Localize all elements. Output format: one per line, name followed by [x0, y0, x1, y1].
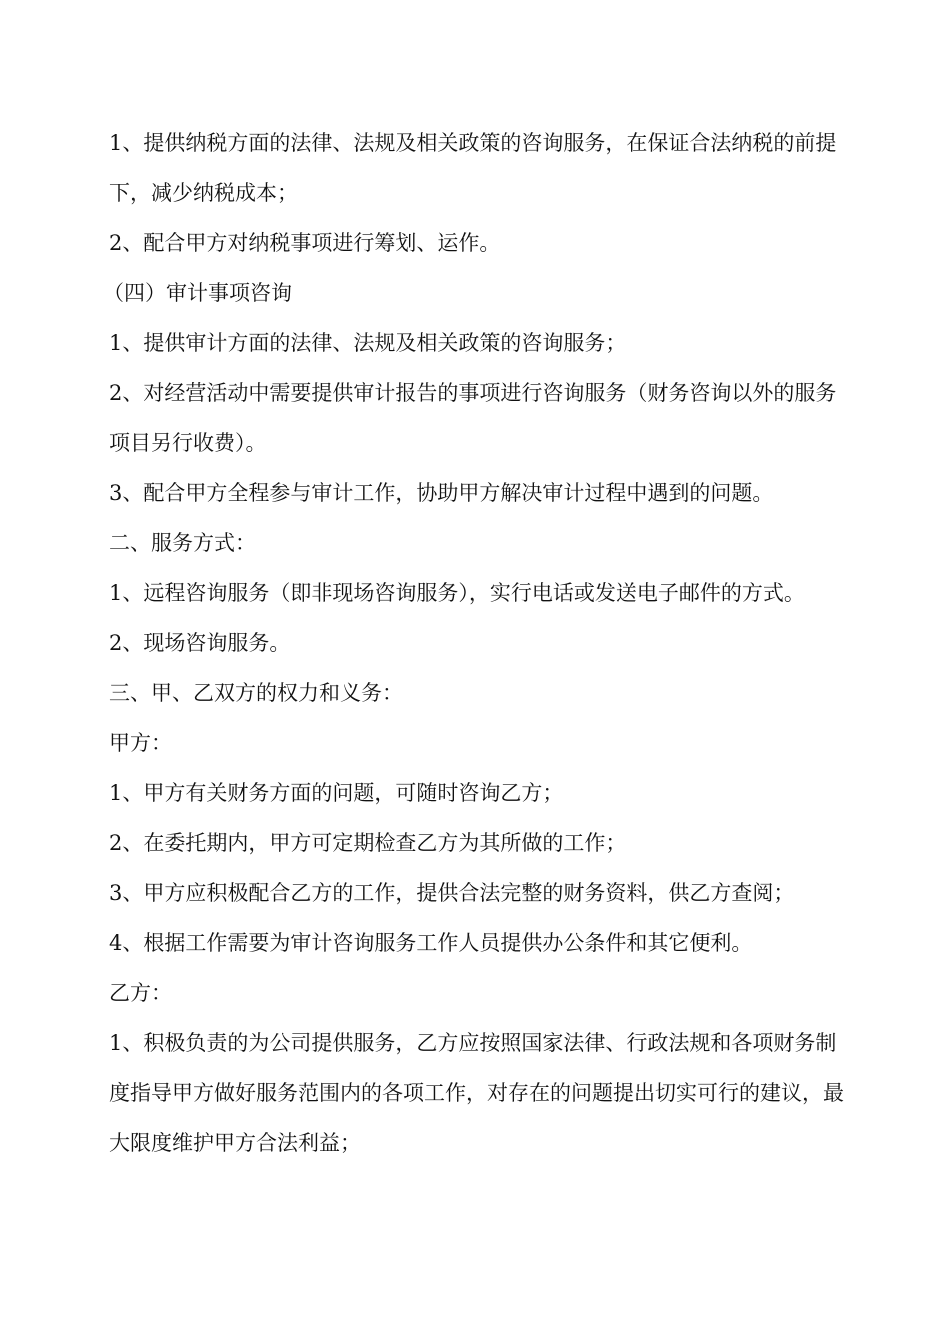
paragraph-audit-consulting-1: 1、提供审计方面的法律、法规及相关政策的咨询服务；: [109, 331, 627, 355]
section-heading-audit-consulting: （四）审计事项咨询: [103, 281, 292, 305]
document-body: [103, 118, 844, 1168]
party-b-item-1: 1、积极负责的为公司提供服务，乙方应按照国家法律、行政法规和各项财务制度指导甲方做好服务范围内的各项工作，对存在的问题提出切实可行的建议，最大限度维护甲方合法利益；: [109, 1031, 844, 1155]
paragraph-tax-consulting-2: 2、配合甲方对纳税事项进行筹划、运作。: [109, 231, 501, 255]
paragraph-service-method-1: 1、远程咨询服务（即非现场咨询服务），实行电话或发送电子邮件的方式。: [109, 581, 805, 605]
party-a-item-3: 3、甲方应积极配合乙方的工作，提供合法完整的财务资料，供乙方查阅；: [109, 881, 795, 905]
paragraph-tax-consulting-1: 1、提供纳税方面的法律、法规及相关政策的咨询服务，在保证合法纳税的前提下，减少纳税成本；: [109, 131, 837, 205]
section-heading-service-method: 二、服务方式：: [109, 531, 256, 555]
party-a-heading: 甲方：: [109, 731, 172, 755]
paragraph-audit-consulting-2: 2、对经营活动中需要提供审计报告的事项进行咨询服务（财务咨询以外的服务项目另行收费）。: [109, 381, 837, 455]
party-b-heading: 乙方：: [109, 981, 172, 1005]
party-a-item-4: 4、根据工作需要为审计咨询服务工作人员提供办公条件和其它便利。: [109, 931, 753, 955]
party-a-item-1: 1、甲方有关财务方面的问题，可随时咨询乙方；: [109, 781, 564, 805]
section-heading-rights-obligations: 三、甲、乙双方的权力和义务：: [109, 681, 403, 705]
party-a-item-2: 2、在委托期内，甲方可定期检查乙方为其所做的工作；: [109, 831, 627, 855]
paragraph-audit-consulting-3: 3、配合甲方全程参与审计工作，协助甲方解决审计过程中遇到的问题。: [109, 481, 774, 505]
paragraph-service-method-2: 2、现场咨询服务。: [109, 631, 291, 655]
